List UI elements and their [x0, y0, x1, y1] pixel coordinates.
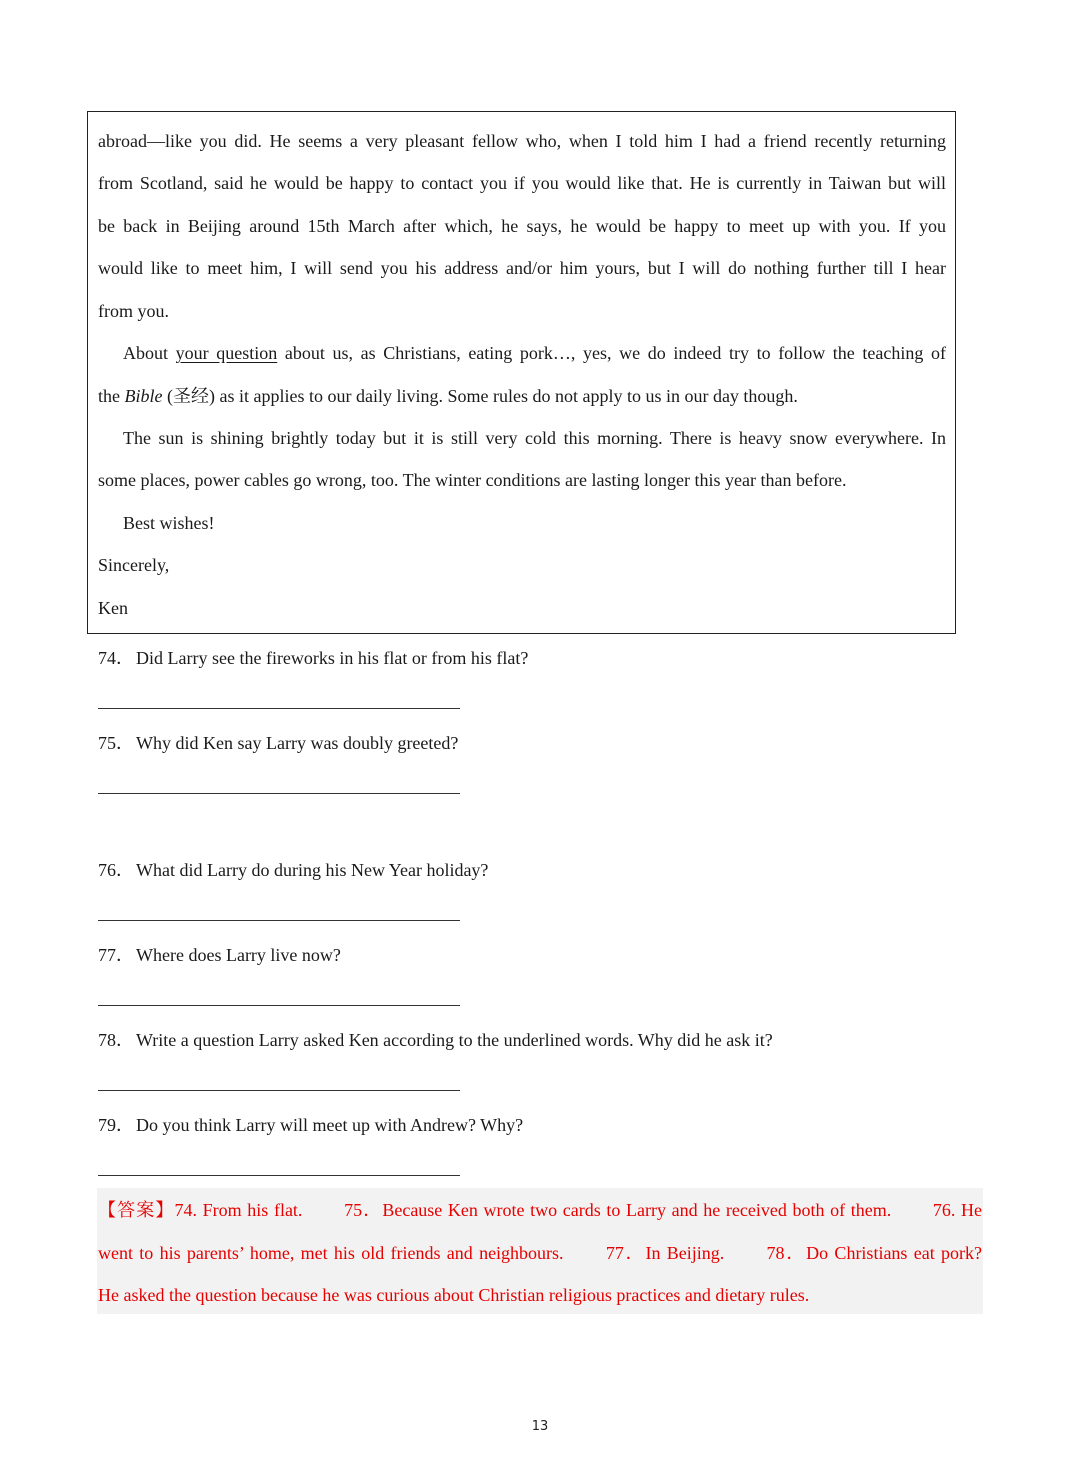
letter-line: abroad—like you did. He seems a very pleasant fellow who, when I told him I had a friend recently returning: [98, 131, 946, 151]
question-75: 75． Why did Ken say Larry was doubly greeted?: [98, 733, 459, 753]
question-78: 78． Write a question Larry asked Ken according to the underlined words. Why did he ask it?: [98, 1030, 773, 1050]
bible-italic: Bible: [124, 386, 163, 406]
page-number: 13: [531, 1419, 549, 1434]
answer-line: He asked the question because he was curious about Christian religious practices and dietary rules.: [98, 1285, 810, 1305]
letter-line-question: About your question about us, as Christians, eating pork…, yes, we do indeed try to follow the teaching of: [123, 343, 946, 363]
answer-blank-77[interactable]: [98, 1005, 460, 1006]
letter-line: from you.: [98, 301, 169, 321]
question-76: 76． What did Larry do during his New Year holiday?: [98, 860, 489, 880]
answer-blank-74[interactable]: [98, 708, 460, 709]
letter-line: The sun is shining brightly today but it is still very cold this morning. There is heavy snow everywhere. In: [123, 428, 946, 448]
question-79: 79． Do you think Larry will meet up with Andrew? Why?: [98, 1115, 524, 1135]
letter-line-bible: the Bible (圣经) as it applies to our daily living. Some rules do not apply to us in our day though.: [98, 386, 798, 406]
answer-blank-78[interactable]: [98, 1090, 460, 1091]
letter-line: would like to meet him, I will send you his address and/or him yours, but I will do nothing further till I hear: [98, 258, 946, 278]
question-74: 74． Did Larry see the fireworks in his flat or from his flat?: [98, 648, 529, 668]
letter-closing: Best wishes!: [123, 513, 215, 533]
letter-line: some places, power cables go wrong, too. The winter conditions are lasting longer this year than before.: [98, 470, 847, 490]
question-77: 77． Where does Larry live now?: [98, 945, 341, 965]
answer-blank-75[interactable]: [98, 793, 460, 794]
underlined-words: your question: [175, 343, 278, 363]
answer-blank-79[interactable]: [98, 1175, 460, 1176]
letter-sign-off: Sincerely,: [98, 555, 170, 575]
letter-line: be back in Beijing around 15th March after which, he says, he would be happy to meet up with you. If you: [98, 216, 946, 236]
answer-blank-76[interactable]: [98, 920, 460, 921]
answer-line: went to his parents’ home, met his old friends and neighbours. 77．In Beijing. 78．Do Christians eat pork?: [98, 1243, 982, 1263]
letter-signature: Ken: [98, 598, 128, 618]
answer-line: 【答案】74. From his flat. 75．Because Ken wrote two cards to Larry and he received both of them. 76. He: [98, 1200, 982, 1220]
letter-line: from Scotland, said he would be happy to contact you if you would like that. He is currently in Taiwan but will: [98, 173, 946, 193]
